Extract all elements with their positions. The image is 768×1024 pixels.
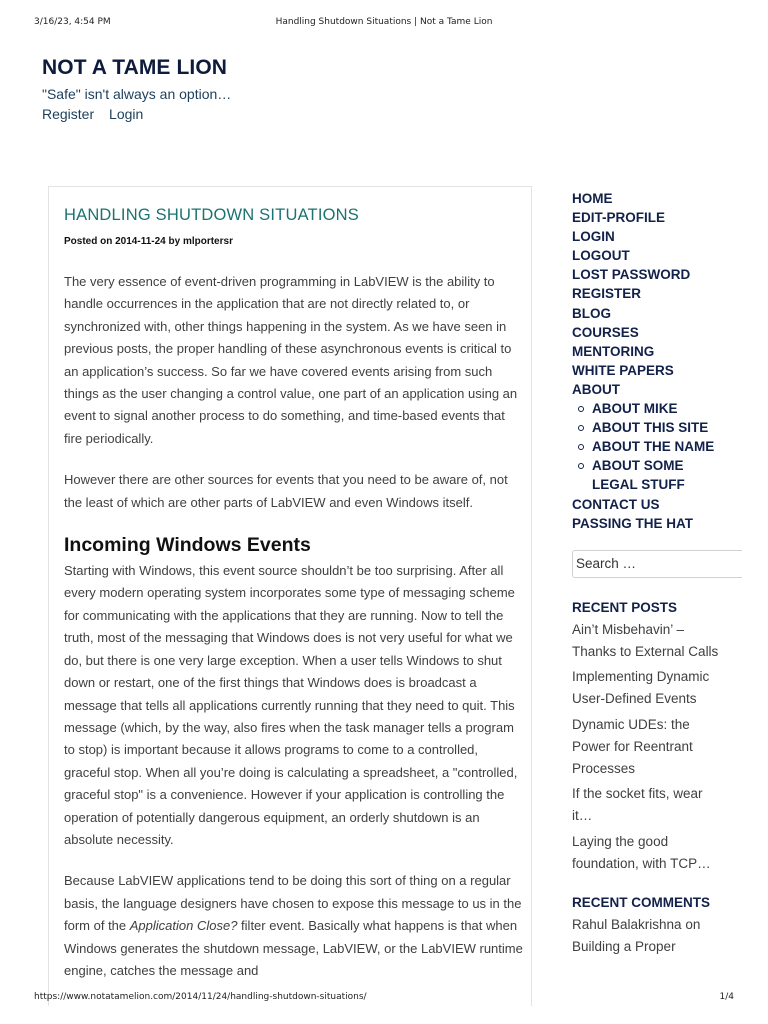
nav-item-login[interactable]: LOGIN	[572, 229, 615, 245]
nav-item-about-this-site[interactable]: ABOUT THIS SITE	[592, 418, 768, 437]
nav-item-logout[interactable]: LOGOUT	[572, 248, 630, 264]
nav-item-about-mike[interactable]: ABOUT MIKE	[592, 399, 768, 418]
nav-item-white-papers[interactable]: WHITE PAPERS	[572, 362, 674, 378]
account-links	[42, 105, 231, 123]
recent-post-link[interactable]: If the socket fits, wear it…	[572, 786, 703, 824]
article-paragraph: However there are other sources for events that you need to be aware of, not the least of which are other parts of LabVIEW and even Windows itself.	[64, 472, 508, 510]
nav-item-passing-the-hat[interactable]: PASSING THE HAT	[572, 515, 694, 531]
recent-posts-widget	[572, 599, 768, 875]
register-link[interactable]: Register	[42, 106, 95, 122]
recent-comments-title: RECENT COMMENTS	[572, 894, 710, 910]
search-input[interactable]	[572, 550, 742, 578]
nav-item-contact-us[interactable]: CONTACT US	[572, 496, 660, 512]
page-url: https://www.notatamelion.com/2014/11/24/handling-shutdown-situations/	[34, 992, 367, 1002]
print-footer	[0, 992, 768, 1006]
article-meta: Posted on 2014-11-24 by mlportersr	[64, 236, 233, 247]
nav-item-courses[interactable]: COURSES	[572, 324, 639, 340]
article-content	[64, 271, 524, 1001]
event-name-emphasis: Application Close?	[129, 918, 238, 934]
about-submenu	[572, 399, 768, 494]
print-header	[0, 17, 768, 31]
nav-item-about-label[interactable]: ABOUT	[572, 381, 620, 397]
site-header	[42, 56, 231, 123]
site-tagline: "Safe" isn't always an option…	[42, 86, 232, 102]
nav-item-blog[interactable]: BLOG	[572, 305, 611, 321]
print-datetime: 3/16/23, 4:54 PM	[34, 17, 111, 27]
recent-post-link[interactable]: Laying the good foundation, with TCP…	[572, 833, 711, 871]
recent-comments-widget	[572, 894, 768, 958]
login-link[interactable]: Login	[109, 106, 144, 122]
nav-item-home[interactable]: HOME	[572, 191, 613, 206]
paragraph-text: filter event. Basically what happens is that when Windows generates the shutdown message, LabVIEW, or the LabVIEW runtime engine, catches the message and	[64, 918, 523, 978]
site-title[interactable]: NOT A TAME LION	[42, 56, 228, 79]
nav-item-about[interactable]	[572, 380, 768, 495]
main-nav	[572, 189, 768, 533]
recent-comments-list	[572, 914, 768, 958]
recent-post-link[interactable]: Dynamic UDEs: the Power for Reentrant Processes	[572, 716, 693, 776]
article-paragraph	[64, 870, 524, 982]
nav-item-about-the-name[interactable]: ABOUT THE NAME	[592, 437, 768, 456]
print-page-title: Handling Shutdown Situations | Not a Tame Lion	[275, 17, 493, 27]
recent-post-link[interactable]: Ain’t Misbehavin’ – Thanks to External Calls	[572, 621, 719, 659]
recent-post-link[interactable]: Implementing Dynamic User-Defined Events	[572, 669, 710, 707]
nav-item-register[interactable]: REGISTER	[572, 286, 642, 302]
article-paragraph: Starting with Windows, this event source shouldn’t be too surprising. After all every modern operating system incorporates some type of messaging scheme for communicating with the applications that they are running. Now to tell the truth, most of the messaging that Windows does is not very useful for what we do, but there is one very large exception. When a user tells Windows to shut down or restart, one of the first things that Windows does is broadcast a message that tells all applications currently running that they need to quit. This message (which, by the way, also fires when the task manager tells a program to stop) is important because it allows programs to come to a controlled, graceful stop. When all you’re doing is calculating a spreadsheet, a "controlled, graceful stop" is a convenience. However if your application is controlling the operation of potentially dangerous equipment, an orderly shutdown is an absolute necessity.	[64, 563, 518, 847]
article-paragraph: The very essence of event-driven programming in LabVIEW is the ability to handle occurrences in the application that are not directly related to, or synchronized with, other things happening in the system. As we have seen in previous posts, the proper handling of these asynchronous events is critical to an application’s success. So far we have covered events arising from such things as the user changing a control value, one part of an application using an event to signal another process to do something, and time-based events that fire periodically.	[64, 274, 518, 446]
page-number: 1/4	[719, 992, 734, 1002]
recent-posts-title: RECENT POSTS	[572, 599, 678, 615]
section-heading: Incoming Windows Events	[64, 534, 311, 557]
recent-comment-link[interactable]: Rahul Balakrishna on Building a Proper	[572, 916, 701, 955]
sidebar	[572, 189, 768, 958]
article-card	[48, 186, 532, 1006]
nav-item-about-legal-stuff[interactable]: ABOUT SOME LEGAL STUFF	[592, 456, 722, 494]
nav-item-mentoring[interactable]: MENTORING	[572, 343, 655, 359]
nav-item-lost-password[interactable]: LOST PASSWORD	[572, 267, 691, 283]
article-title[interactable]: HANDLING SHUTDOWN SITUATIONS	[64, 206, 359, 224]
paragraph-text: Because LabVIEW applications tend to be doing this sort of thing on a regular basis, the language designers have chosen to expose this message to us in the form of the	[64, 873, 522, 934]
recent-posts-list	[572, 619, 768, 875]
nav-item-edit-profile[interactable]: EDIT-PROFILE	[572, 210, 666, 226]
